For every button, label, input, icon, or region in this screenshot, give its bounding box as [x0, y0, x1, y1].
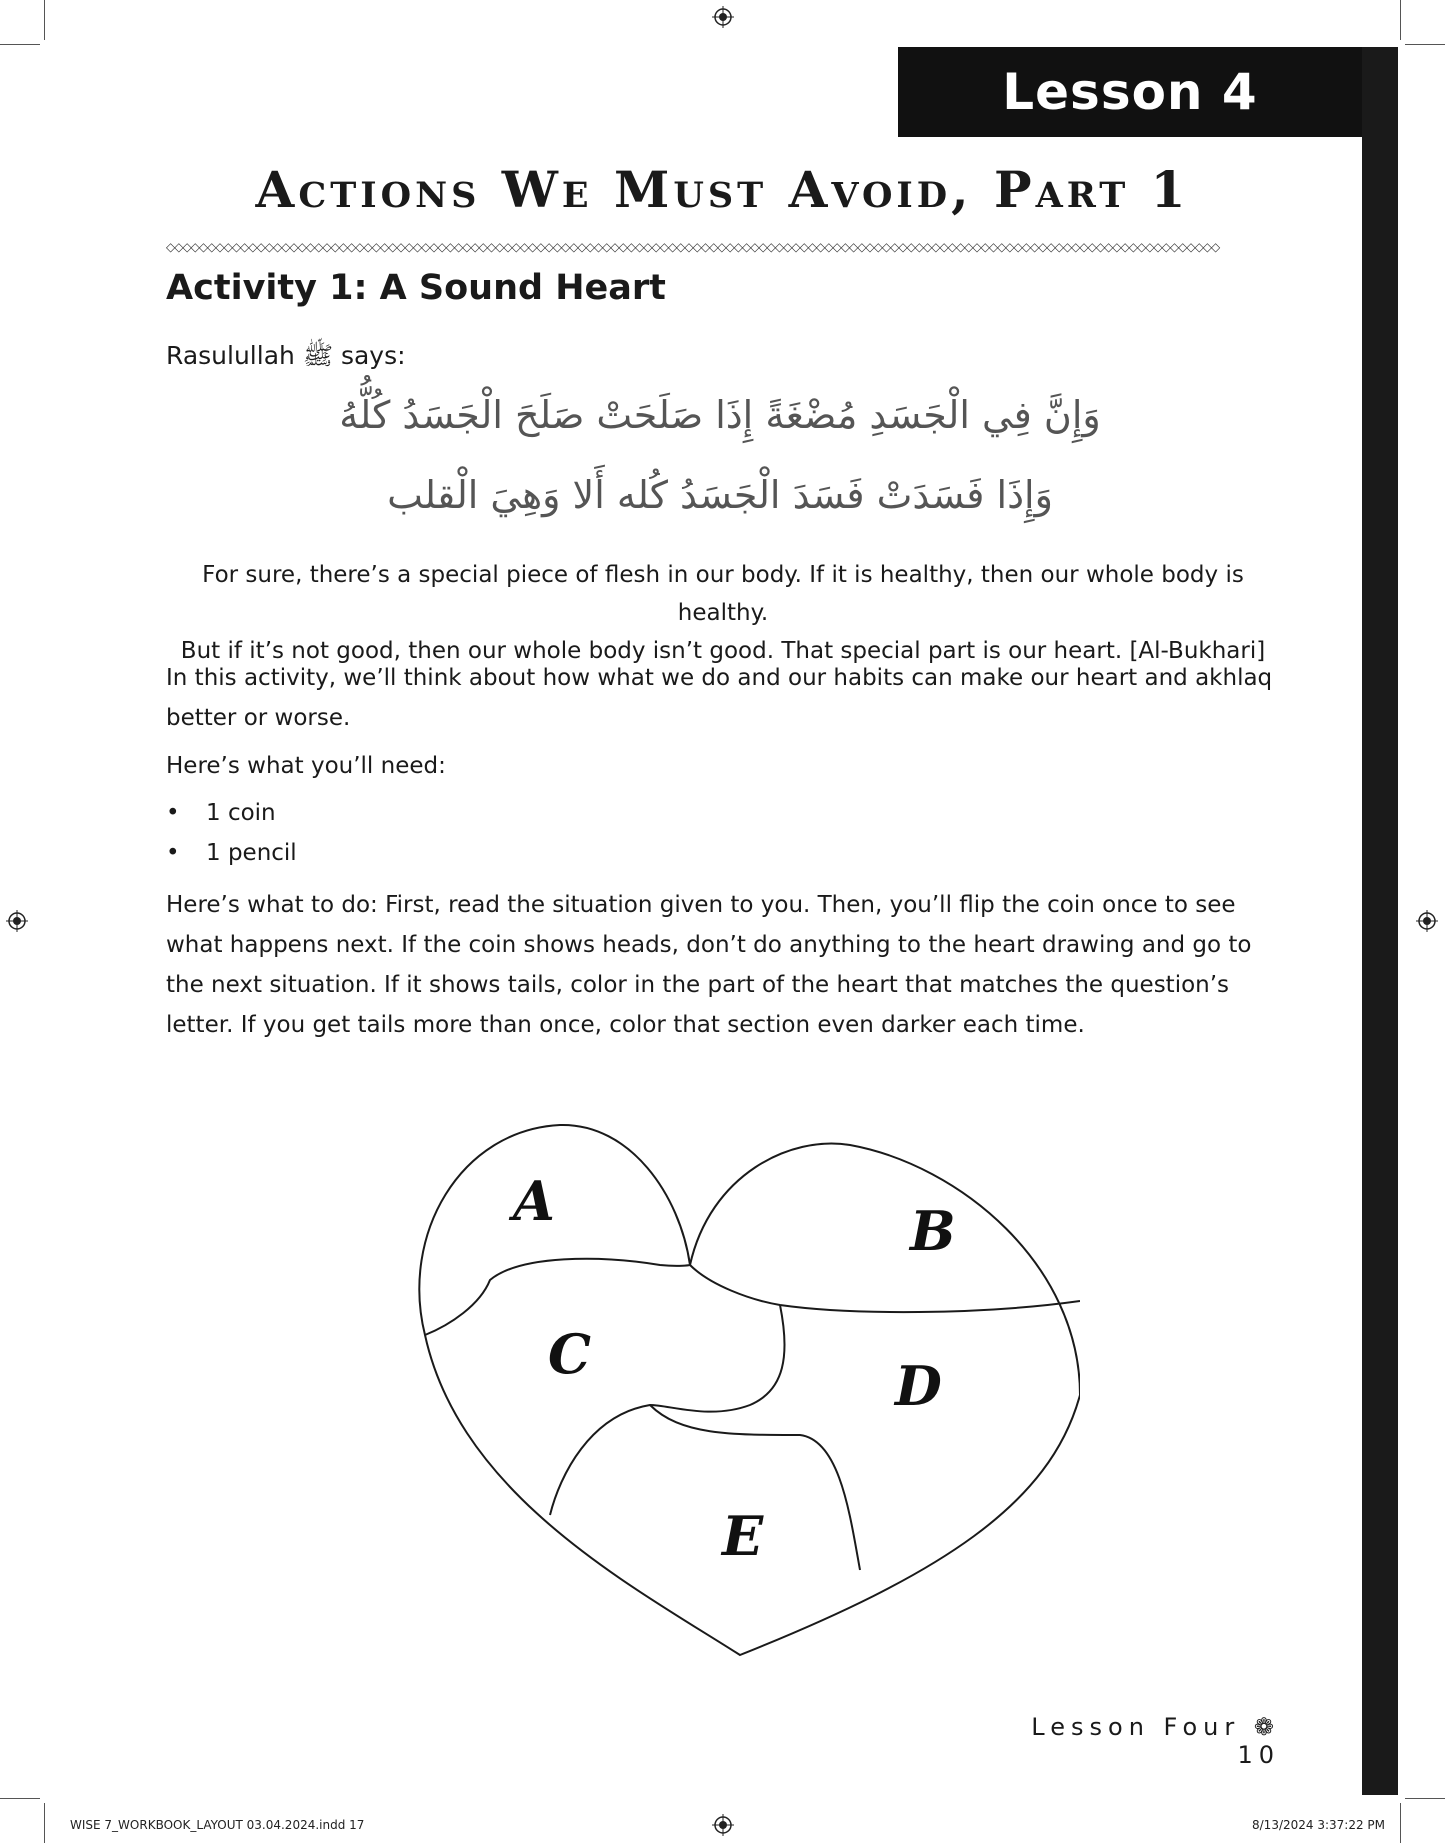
- footer-label: Lesson Four: [1031, 1713, 1241, 1741]
- translation-line: But if it’s not good, then our whole body isn’t good. That special part is our heart. [Al-Bukhari]: [180, 638, 1266, 664]
- registration-mark-icon: [712, 1814, 734, 1836]
- slug-timestamp: 8/13/2024 3:37:22 PM: [1252, 1818, 1386, 1832]
- crop-mark: [44, 1803, 45, 1843]
- heart-label-a: A: [513, 1169, 555, 1233]
- crop-mark: [1400, 0, 1401, 40]
- hadith-translation: [166, 556, 1280, 670]
- list-item-text: 1 pencil: [206, 840, 297, 866]
- heart-label-e: E: [722, 1504, 764, 1568]
- slug-file: WISE 7_WORKBOOK_LAYOUT 03.04.2024.indd 17: [70, 1818, 365, 1832]
- list-item: • 1 pencil: [166, 840, 297, 866]
- diamond-divider: ◇◇◇◇◇◇◇◇◇◇◇◇◇◇◇◇◇◇◇◇◇◇◇◇◇◇◇◇◇◇◇◇◇◇◇◇◇◇◇◇◇◇◇◇◇◇◇◇◇◇◇◇◇◇◇◇◇◇◇◇◇◇◇◇◇◇◇◇◇◇◇◇◇◇◇◇◇◇◇◇◇◇◇◇◇◇◇◇◇◇◇◇◇◇◇◇◇◇◇◇◇◇◇◇◇◇◇◇◇◇◇◇◇◇◇◇◇◇◇◇◇◇◇◇◇◇◇◇: [166, 240, 1220, 254]
- page-number: 10: [1237, 1741, 1280, 1769]
- flower-ornament-icon: ❁: [1253, 1713, 1280, 1741]
- list-item: • 1 coin: [166, 800, 276, 826]
- needs-label: Here’s what you’ll need:: [166, 753, 446, 779]
- arabic-line-2: وَإِذَا فَسَدَتْ فَسَدَ الْجَسَدُ كُله أَلا وَهِيَ الْقلب: [387, 473, 1053, 517]
- heart-label-c: C: [548, 1322, 591, 1386]
- registration-mark-icon: [712, 6, 734, 28]
- lesson-tab: Lesson 4: [898, 47, 1362, 137]
- heart-label-b: B: [910, 1199, 956, 1263]
- page-title: Actions We Must Avoid, Part 1: [255, 160, 1190, 219]
- crop-mark: [0, 1798, 40, 1799]
- heart-section-line: [690, 1265, 1080, 1312]
- crop-mark: [0, 44, 40, 45]
- crop-mark: [1405, 1798, 1445, 1799]
- list-item-text: 1 coin: [206, 800, 276, 826]
- intro-paragraph: In this activity, we’ll think about how what we do and our habits can make our heart and akhlaq better or worse.: [166, 665, 1273, 731]
- instructions-paragraph: Here’s what to do: First, read the situation given to you. Then, you’ll flip the coin once to see what happens next. If the coin shows heads, don’t do anything to the heart drawing and go to the next situation. If it shows tails, color in the part of the heart that matches the question’s letter. If you get tails more than once, color that section even darker each time.: [166, 892, 1252, 1038]
- arabic-line-1: وَإِنَّ فِي الْجَسَدِ مُضْغَةً إِذَا صَلَحَتْ صَلَحَ الْجَسَدُ كُلُّهُ: [339, 393, 1101, 437]
- crop-mark: [1400, 1803, 1401, 1843]
- registration-mark-icon: [6, 910, 28, 932]
- heart-label-d: D: [895, 1354, 942, 1418]
- registration-mark-icon: [1416, 910, 1438, 932]
- heart-drawing: [380, 1115, 1080, 1675]
- translation-line: For sure, there’s a special piece of flesh in our body. If it is healthy, then our whole body is healthy.: [202, 562, 1244, 626]
- page-footer: [980, 1713, 1280, 1769]
- crop-mark: [1405, 44, 1445, 45]
- crop-mark: [44, 0, 45, 40]
- activity-heading: Activity 1: A Sound Heart: [166, 268, 666, 308]
- hadith-intro: Rasulullah ﷺ says:: [166, 341, 406, 370]
- page-edge-bar: [1362, 47, 1398, 1795]
